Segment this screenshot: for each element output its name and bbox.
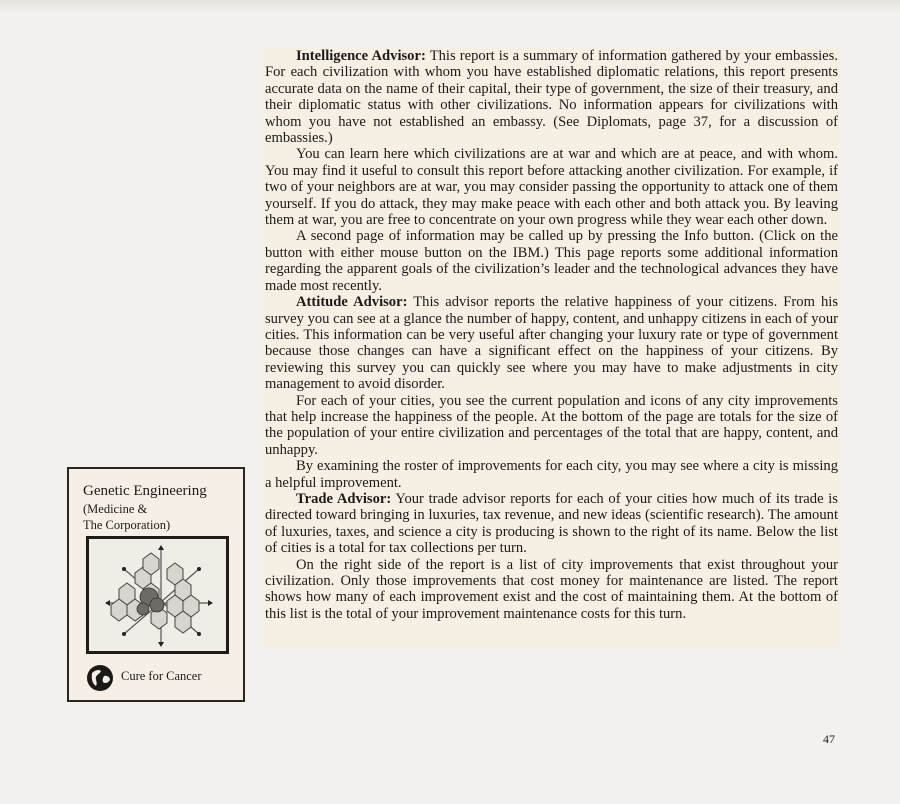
paragraph-text: By examining the roster of improvements for each city, you may see where a city is missing a helpful improvement. [265,458,838,491]
page-number: 47 [823,732,835,746]
paragraph-text: On the right side of the report is a list of city improvements that exist throughout your civilization. Only those improvements that cost money for maintenance are listed. The report shows how many of each improvement exist and the cost of maintaining them. At the bottom of this list is the total of your improvement maintenance costs for this turn. [265,556,838,622]
prerequisite-line: (Medicine & [83,502,148,516]
dna-molecule-icon [86,536,229,654]
paragraph-text: This report is a summary of information gathered by your embassies. For each civilization with whom you have established diplomatic relations, this report presents accurate data on the name of their capital, their type of government, the size of their treasury, and their diplomatic status with other civilizations. No information appears for civilizations with whom you have not established an embassy. (See Diplomats, page 37, for a discussion of embassies.) [265,48,838,147]
paragraph-heading: Trade Advisor: [296,490,392,507]
globe-icon [86,664,114,697]
paragraph-text: For each of your cities, you see the current population and icons of any city improvements that help increase the happiness of the people. At the bottom of the page are totals for the size of the population of your entire civilization and percentages of the total that are happy, content, and unhappy. [265,392,838,458]
body-text [263,48,840,648]
advance-sidebar-box [67,467,245,702]
paragraph-intelligence-advisor [263,48,840,146]
paragraph-trade-advisor [263,491,840,557]
wonder-name: Cure for Cancer [121,669,202,683]
paragraph-text: You can learn here which civilizations are at war and which are at peace, and with whom. You may find it useful to consult this report before attacking another civilization. For example, if two of your neighbors are at war, you may consider passing the opportunity to attack one of them yourself. If you do attack, they may make peace with each other and both attack you. By leaving them at war, you are free to concentrate on your own progress while they wear each other down. [265,146,838,229]
paragraph-heading: Intelligence Advisor: [296,48,426,64]
page-edge [0,0,900,14]
paragraph-roster [263,458,840,491]
paragraph-heading: Attitude Advisor: [296,294,408,311]
advance-title: Genetic Engineering [83,483,207,499]
paragraph-war-peace [263,146,840,228]
paragraph-text: A second page of information may be called up by pressing the Info button. (Click on the button with either mouse button on the IBM.) This page reports some additional information regarding the apparent goals of the civilization’s leader and the technological advances they have made most recently. [265,228,838,294]
paragraph-attitude-advisor [263,294,840,392]
prerequisite-line: The Corporation) [83,518,171,532]
advance-prerequisites [83,501,170,533]
paragraph-maintenance [263,557,840,623]
paragraph-text: Your trade advisor reports for each of your cities how much of its trade is directed toward bringing in luxuries, tax revenue, and new ideas (scientific research). The amount of luxuries, taxes, and science a city is producing is shown to the right of its name. Below the list of cities is a total for tax collections per turn. [265,490,838,557]
paragraph-info-button [263,228,840,294]
paragraph-text: This advisor reports the relative happiness of your citizens. From his survey you can see at a glance the number of happy, content, and unhappy citizens in each of your cities. This information can be very useful after changing your luxury rate or type of government because those changes can have a significant effect on the happiness of your citizens. By reviewing this survey you can quickly see where you may have to make adjustments in city management to avoid disorder. [265,294,838,393]
paragraph-city-population [263,393,840,459]
